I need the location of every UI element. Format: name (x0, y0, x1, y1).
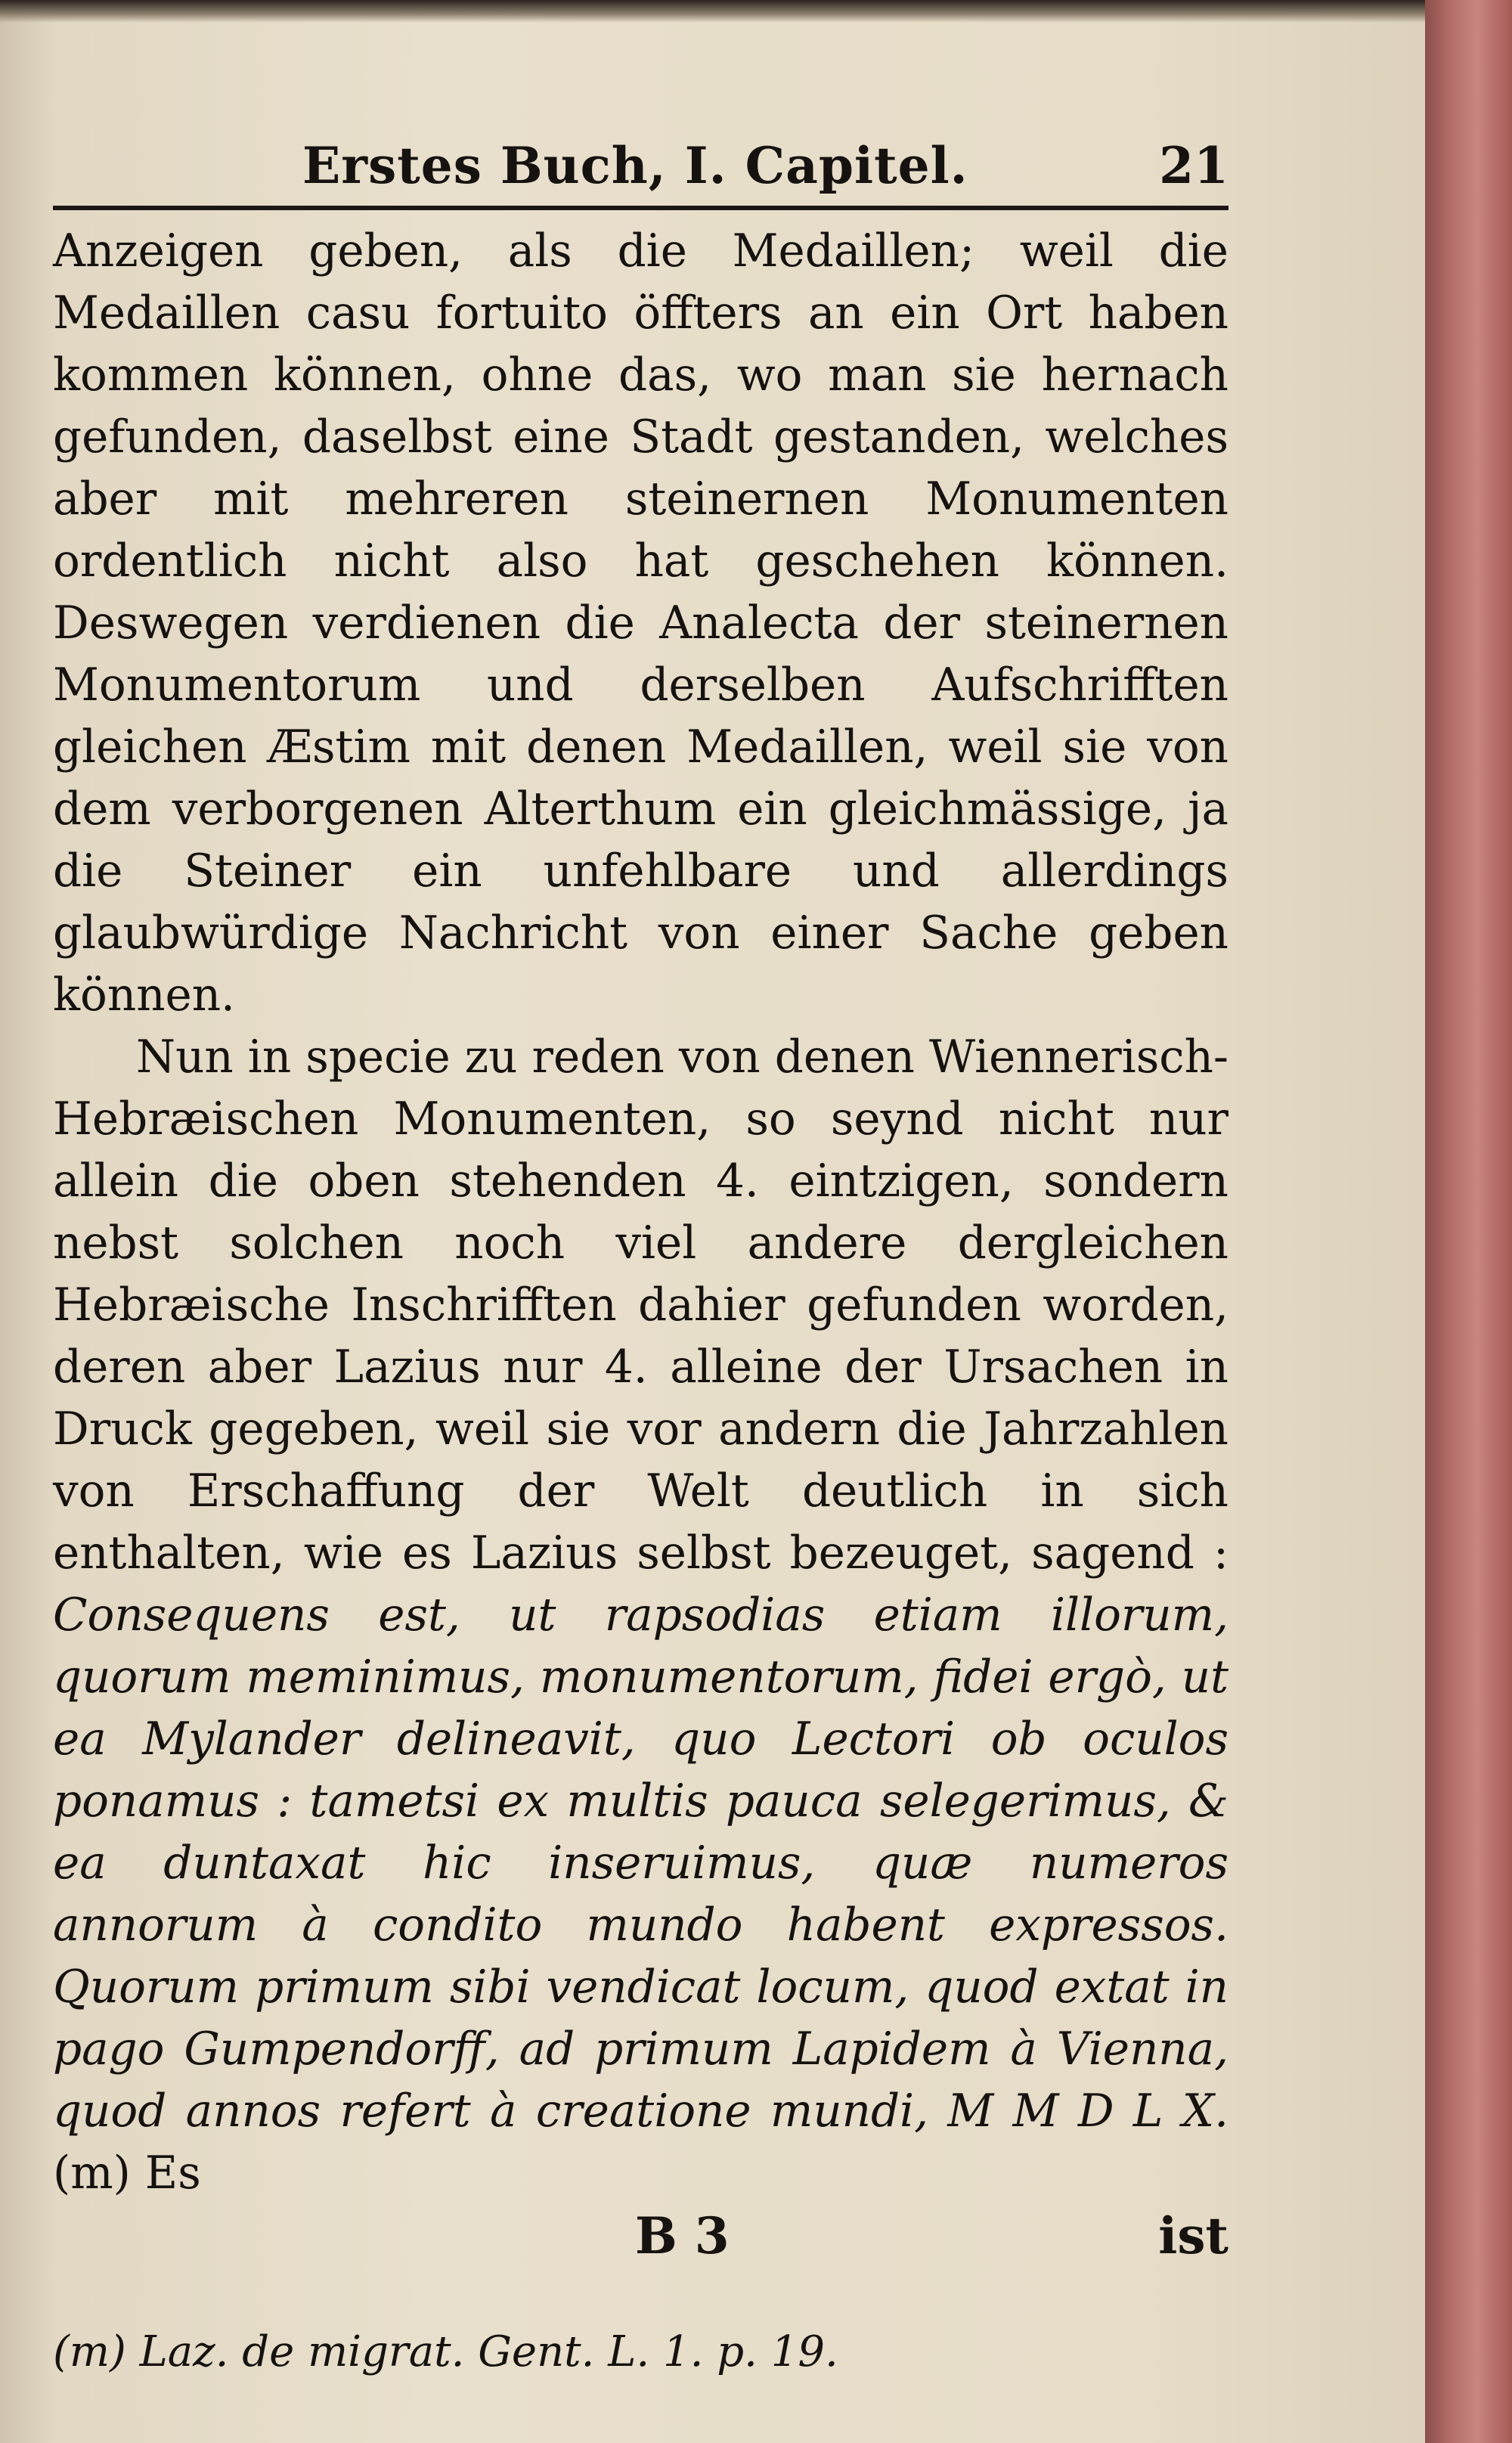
latin-quotation: Consequens est, ut rapsodias etiam illorum, quorum meminimus, monumentorum, fidei ergò, ut ea Mylander delineavit, quo Lectori ob oculos ponamus : tametsi ex multis pauca selegerimus, & ea duntaxat hic inseruimus, quæ numeros annorum à condito mundo habent expressos. Quorum primum sibi vendicat locum, quod extat in pago Gumpendorff, ad primum Lapidem à Vienna, quod annos refert à creatione mundi, M M D L X. (53, 1589, 1228, 2138)
page-number: 21 (1159, 136, 1228, 195)
body-text (53, 221, 1228, 2205)
signature-line (53, 2206, 1228, 2274)
header-rule (53, 206, 1228, 210)
top-shadow (0, 0, 1425, 23)
catchword: ist (1158, 2206, 1228, 2265)
running-head (53, 136, 1228, 212)
page-content (53, 136, 1228, 2376)
page-edge (1425, 0, 1512, 2443)
paragraph-1: Anzeigen geben, als die Medaillen; weil die Medaillen casu fortuito öffters an ein Ort haben kommen können, ohne das, wo man sie hernach gefunden, daselbst eine Stadt gestanden, welches aber mit mehreren steinernen Monumenten ordentlich nicht also hat geschehen können. Deswegen verdienen die Analecta der steinernen Monumentorum und derselben Aufschrifften gleichen Æstim mit denen Medaillen, weil sie von dem verborgenen Alterthum ein gleichmässige, ja die Steiner ein unfehlbare und allerdings glaubwürdige Nachricht von einer Sache geben können. (53, 225, 1228, 1022)
footnote-reference: (m) Es (53, 2147, 201, 2200)
paragraph-2-text: Nun in specie zu reden von denen Wiennerisch-Hebræischen Monumenten, so seynd nicht nur allein die oben stehenden 4. eintzigen, sondern nebst solchen noch viel andere dergleichen Hebræische Inschrifften dahier gefunden worden, deren aber Lazius nur 4. alleine der Ursachen in Druck gegeben, weil sie vor andern die Jahrzahlen von Erschaffung der Welt deutlich in sich enthalten, wie es Lazius selbst bezeuget, sagend : (53, 1031, 1228, 1580)
footnote: (m) Laz. de migrat. Gent. L. 1. p. 19. (53, 2327, 838, 2376)
signature-mark: B 3 (635, 2206, 730, 2265)
running-head-title: Erstes Buch, I. Capitel. (302, 136, 968, 195)
paragraph-2 (53, 1027, 1228, 2205)
